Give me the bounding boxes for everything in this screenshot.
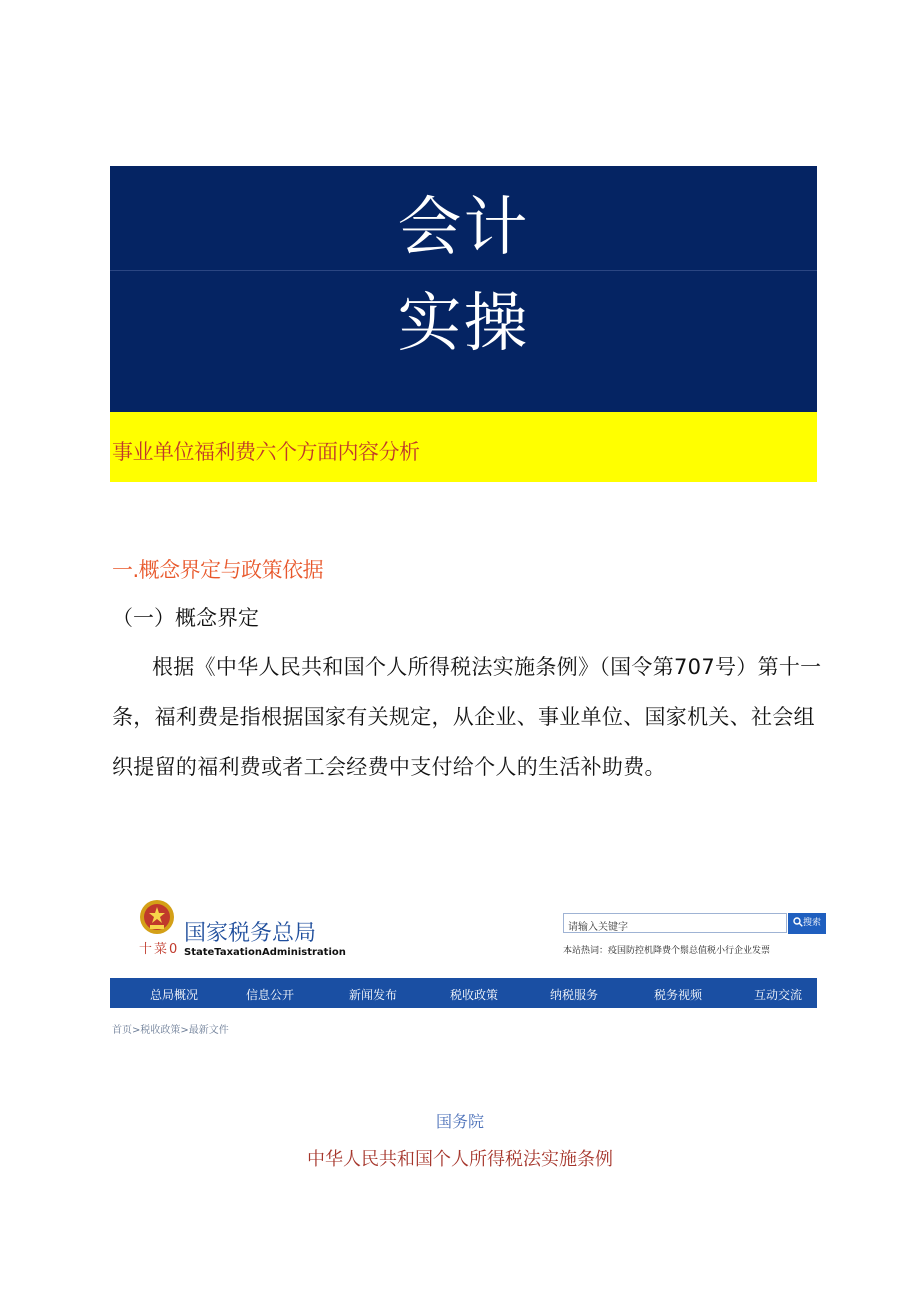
national-emblem-icon [138,898,176,936]
site-nav-bar [110,978,817,1008]
body-paragraph: 根据《中华人民共和国个人所得税法实施条例》（国令第707号）第十一条，福利费是指根据国家有关规定，从企业、事业单位、国家机关、社会组织提留的福利费或者工会经费中支付给个人的生活补助费。 [112,655,822,779]
nav-item-tax-video[interactable]: 税务视频 [654,988,703,1002]
subtitle-text: 事业单位福利费六个方面内容分析 [112,440,420,464]
search-input[interactable]: 请输入关键字 [563,913,787,933]
nav-item-overview[interactable]: 总局概况 [150,988,199,1002]
nav-item-news[interactable]: 新闻发布 [349,988,398,1002]
hot-keywords: 本站热词：疫国防控机降费个鬃总值税小行企业发票 [563,946,771,956]
nav-item-taxpayer-service[interactable]: 纳税服务 [550,988,599,1002]
nav-item-tax-policy[interactable]: 税收政策 [450,988,499,1002]
logo-subtext: 十菜0 [139,942,180,957]
banner-divider [110,270,817,271]
site-title[interactable]: 国家税务总局 [184,921,317,946]
banner-title-line1: 会计 [397,191,530,265]
section-subheading: （一）概念界定 [112,606,259,630]
nav-item-interaction[interactable]: 互动交流 [754,988,803,1002]
site-title-english: StateTaxationAdministration [184,947,346,958]
search-button[interactable] [788,913,826,934]
breadcrumb[interactable]: 首页>税收政策>最新文件 [112,1025,229,1036]
banner-title-line2: 实操 [397,287,530,361]
search-button-label: 搜索 [802,918,821,928]
title-banner [110,166,817,412]
search-icon [793,917,803,927]
section-heading: 一.概念界定与政策依据 [112,558,324,582]
document-title: 中华人民共和国个人所得税法实施条例 [307,1149,613,1170]
document-issuer: 国务院 [435,1112,484,1131]
nav-item-info-disclosure[interactable]: 信息公开 [246,988,295,1002]
subtitle-bar [110,412,817,482]
